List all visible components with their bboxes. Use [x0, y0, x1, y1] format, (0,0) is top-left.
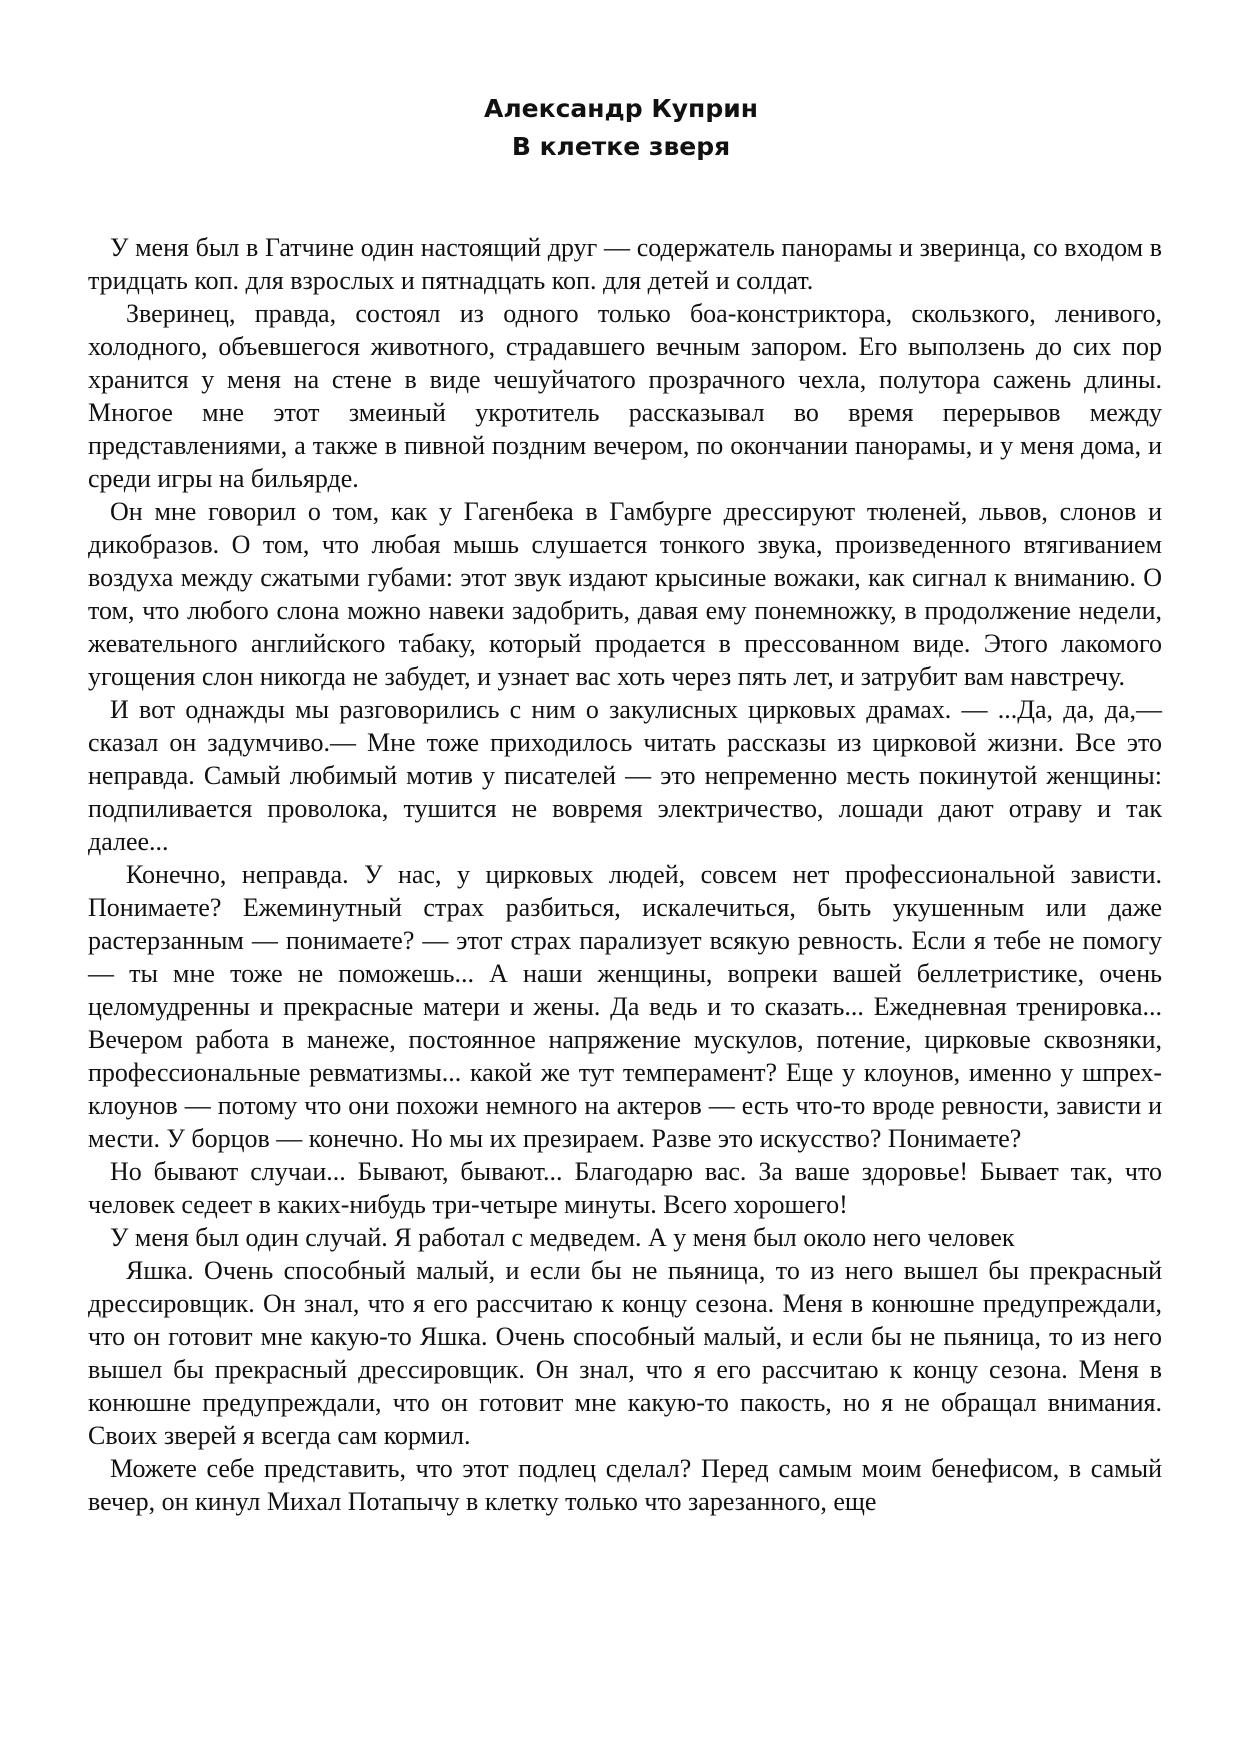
- paragraph: Яшка. Очень способный малый, и если бы не пьяница, то из него вышел бы прекрасный дрессировщик. Он знал, что я его рассчитаю к концу сезона. Меня в конюшне предупреждали, что он готовит мне какую-то Яшка. Очень способный малый, и если бы не пьяница, то из него вышел бы прекрасный дрессировщик. Он знал, что я его рассчитаю к концу сезона. Меня в конюшне предупреждали, что он готовит мне какую-то пакость, но я не обращал внимания. Своих зверей я всегда сам кормил.: [88, 1256, 1162, 1450]
- story-text: [88, 231, 1162, 1518]
- title-block: [0, 90, 1242, 166]
- story-title: В клетке зверя: [511, 132, 731, 161]
- paragraph: Можете себе представить, что этот подлец сделал? Перед самым моим бенефисом, в самый вечер, он кинул Михал Потапычу в клетку только что зарезанного, еще: [88, 1454, 1162, 1516]
- paragraph: Зверинец, правда, состоял из одного только боа-констриктора, скользкого, ленивого, холодного, объевшегося животного, страдавшего вечным запором. Его выползень до сих пор хранится у меня на стене в виде чешуйчатого прозрачного чехла, полутора сажень длины. Многое мне этот змеиный укротитель рассказывал во время перерывов между представлениями, а также в пивной поздним вечером, по окончании панорамы, и у меня дома, и среди игры на бильярде.: [88, 299, 1162, 493]
- paragraph: Он мне говорил о том, как у Гагенбека в Гамбурге дрессируют тюленей, львов, слонов и дикобразов. О том, что любая мышь слушается тонкого звука, произведенного втягиванием воздуха между сжатыми губами: этот звук издают крысиные вожаки, как сигнал к вниманию. О том, что любого слона можно навеки задобрить, давая ему понемножку, в продолжение недели, жевательного английского табаку, который продается в прессованном виде. Этого лакомого угощения слон никогда не забудет, и узнает вас хоть через пять лет, и затрубит вам навстречу.: [88, 497, 1162, 691]
- paragraph: Конечно, неправда. У нас, у цирковых людей, совсем нет профессиональной зависти. Понимаете? Ежеминутный страх разбиться, искалечиться, быть укушенным или даже растерзанным — понимаете? — этот страх парализует всякую ревность. Если я тебе не помогу — ты мне тоже не поможешь... А наши женщины, вопреки вашей беллетристике, очень целомудренны и прекрасные матери и жены. Да ведь и то сказать... Ежедневная тренировка... Вечером работа в манеже, постоянное напряжение мускулов, потение, цирковые сквозняки, профессиональные ревматизмы... какой же тут темперамент? Еще у клоунов, именно у шпрех-клоунов — потому что они похожи немного на актеров — есть что-то вроде ревности, зависти и мести. У борцов — конечно. Но мы их презираем. Разве это искусство? Понимаете?: [88, 860, 1162, 1153]
- paragraph: И вот однажды мы разговорились с ним о закулисных цирковых драмах. — ...Да, да, да,— сказал он задумчиво.— Мне тоже приходилось читать рассказы из цирковой жизни. Все это неправда. Самый любимый мотив у писателей — это непременно месть покинутой женщины: подпиливается проволока, тушится не вовремя электричество, лошади дают отраву и так далее...: [88, 695, 1162, 856]
- paragraph: Но бывают случаи... Бывают, бывают... Благодарю вас. За ваше здоровье! Бывает так, что человек седеет в каких-нибудь три-четыре минуты. Всего хорошего!: [88, 1157, 1162, 1219]
- paragraph: У меня был в Гатчине один настоящий друг — содержатель панорамы и зверинца, со входом в тридцать коп. для взрослых и пятнадцать коп. для детей и солдат.: [88, 233, 1162, 295]
- author-name: Александр Куприн: [483, 94, 759, 123]
- paragraph: У меня был один случай. Я работал с медведем. А у меня был около него человек: [110, 1223, 1015, 1252]
